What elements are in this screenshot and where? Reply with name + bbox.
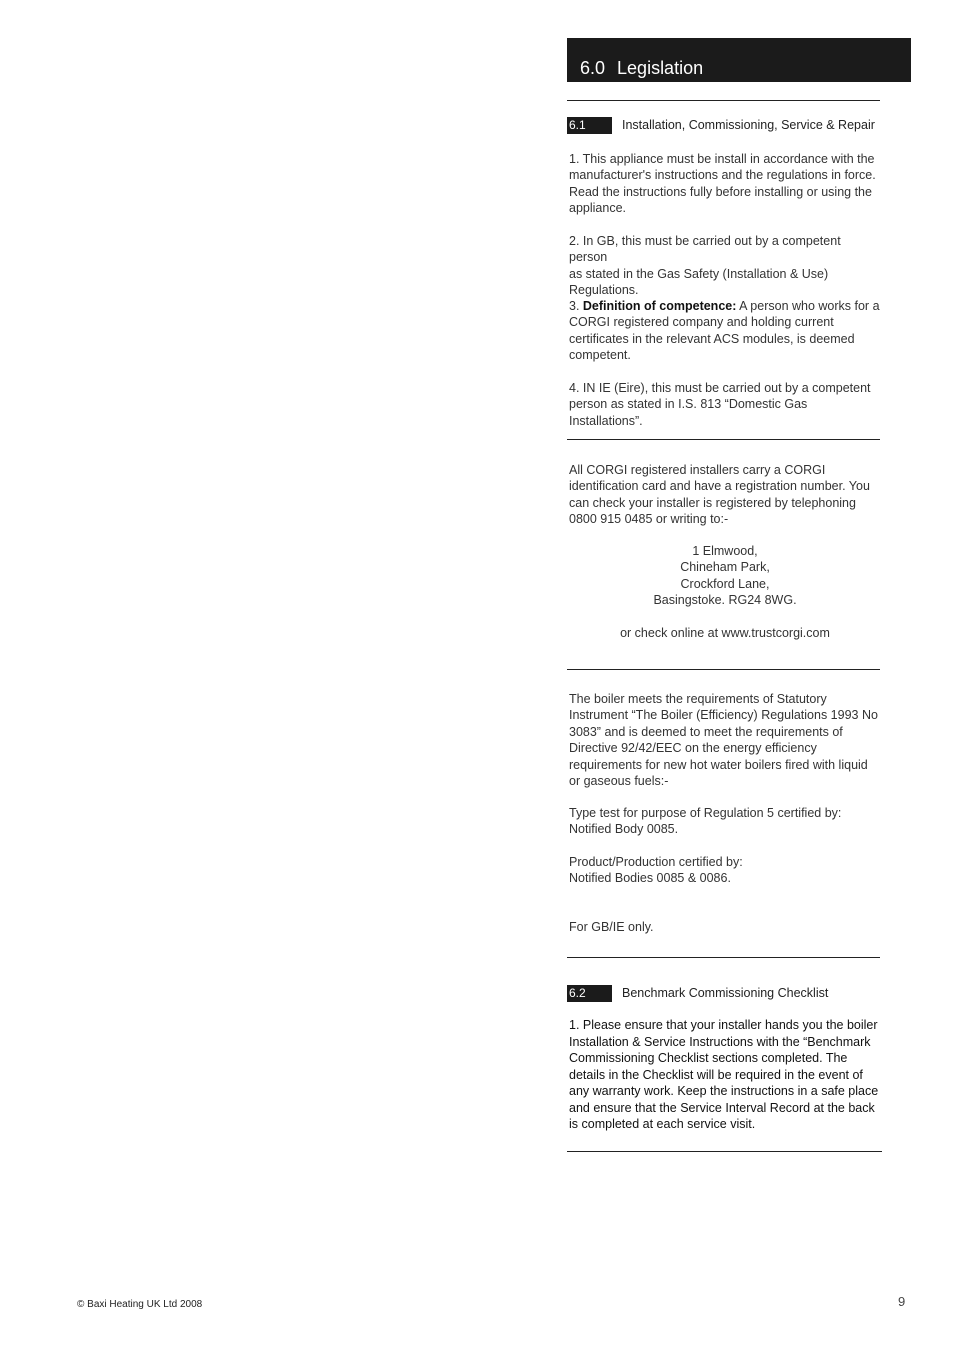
section-divider <box>567 669 880 670</box>
section-divider <box>567 1151 882 1152</box>
paragraph-prefix: 3. <box>569 299 583 313</box>
paragraph-definition-competence <box>569 298 881 364</box>
paragraph-corgi-installers: All CORGI registered installers carry a CORGI identification card and have a registration number. You can check your installer is registered by telephoning 0800 915 0485 or writing to:- <box>569 463 870 527</box>
corgi-online: or check online at www.trustcorgi.com <box>620 626 830 640</box>
section-6-1-heading <box>567 117 907 134</box>
section-title: Installation, Commissioning, Service & Repair <box>622 118 875 132</box>
paragraph-gb-competent: 2. In GB, this must be carried out by a competent person as stated in the Gas Safety (Installation & Use) Regulations. <box>569 234 841 298</box>
section-divider <box>567 957 880 958</box>
section-divider <box>567 439 880 440</box>
section-title: Benchmark Commissioning Checklist <box>622 986 829 1000</box>
definition-text: A person who works for a CORGI registered company and holding current certificates in the relevant ACS modules, is deemed competent. <box>569 299 880 363</box>
paragraph-production-certified: Product/Production certified by: Notified Bodies 0085 & 0086. <box>569 855 743 886</box>
paragraph-boiler-efficiency: The boiler meets the requirements of Statutory Instrument “The Boiler (Efficiency) Regulations 1993 No 3083” and is deemed to meet the requirements of Directive 92/42/EEC on the energy efficiency requirements for new hot water boilers fired with liquid or gaseous fuels:- <box>569 692 878 789</box>
paragraph-gb-ie-only: For GB/IE only. <box>569 920 654 934</box>
corgi-address: 1 Elmwood, Chineham Park, Crockford Lane, Basingstoke. RG24 8WG. <box>653 544 797 608</box>
paragraph-type-test: Type test for purpose of Regulation 5 certified by: Notified Body 0085. <box>569 806 842 837</box>
chapter-number: 6.0 <box>580 58 606 78</box>
section-number-badge: 6.1 <box>567 117 612 134</box>
definition-term: Definition of competence: <box>582 299 737 313</box>
page-title-bar <box>567 38 911 82</box>
paragraph-ie-competent: 4. IN IE (Eire), this must be carried out by a competent person as stated in I.S. 813 “Domestic Gas Installations”. <box>569 381 871 428</box>
paragraph-install-accordance: 1. This appliance must be install in accordance with the manufacturer's instructions and the regulations in force. Read the instructions fully before installing or using the appliance. <box>569 152 876 216</box>
section-6-2-heading <box>567 985 907 1002</box>
paragraph-benchmark-checklist: 1. Please ensure that your installer hands you the boiler Installation & Service Instructions with the “Benchmark Commissioning Checklist sections completed. The details in the Checklist will be required in the event of any warranty work. Keep the instructions in a safe place and ensure that the Service Interval Record at the back is completed at each service visit. <box>569 1018 879 1131</box>
footer-copyright: © Baxi Heating UK Ltd 2008 <box>77 1299 203 1310</box>
section-number-badge: 6.2 <box>567 985 612 1002</box>
chapter-title: Legislation <box>617 58 704 78</box>
section-divider <box>567 100 880 101</box>
page-number: 9 <box>898 1294 906 1309</box>
